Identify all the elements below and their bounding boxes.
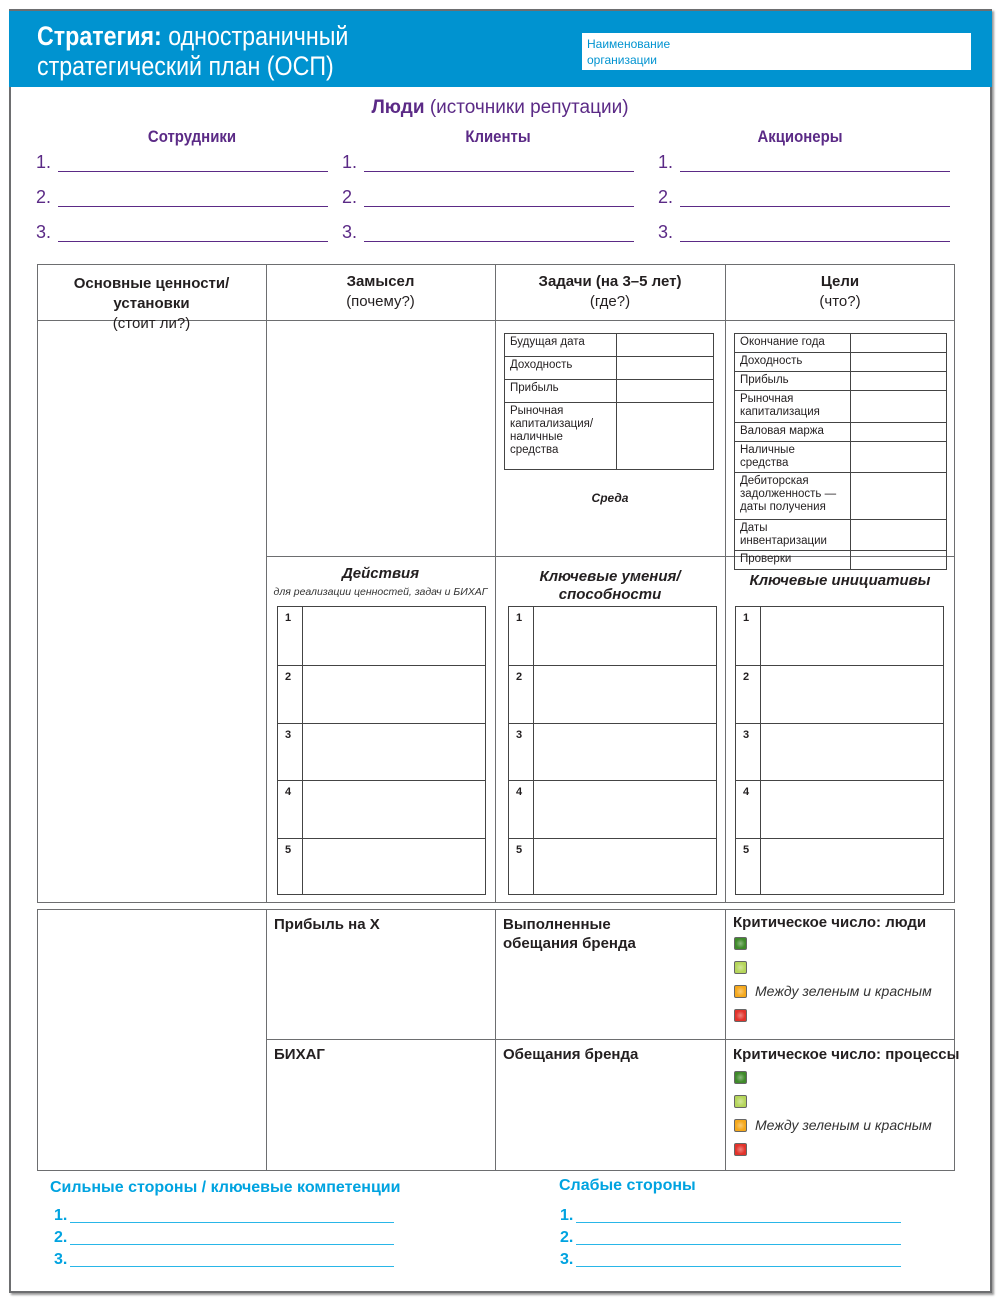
divider bbox=[266, 1039, 955, 1040]
actions-subheading: для реализации ценностей, задач и БИХАГ bbox=[273, 586, 488, 598]
between-green-red-note: Между зеленым и красным bbox=[755, 983, 932, 999]
list-item[interactable] bbox=[509, 838, 716, 896]
targets-header bbox=[495, 272, 725, 312]
table-row bbox=[735, 353, 947, 372]
row-label: Доходность bbox=[505, 357, 617, 380]
row-label: Доходность bbox=[735, 353, 851, 372]
entry-underline bbox=[680, 171, 950, 172]
strengths-heading: Сильные стороны / ключевые компетенции bbox=[50, 1179, 401, 1196]
divider bbox=[495, 909, 496, 1171]
critical-number-people-label: Критическое число: люди bbox=[733, 914, 927, 931]
list-item[interactable] bbox=[736, 838, 943, 896]
header-title: Основные ценности/установки bbox=[73, 275, 230, 312]
clients-heading: Клиенты bbox=[465, 127, 531, 146]
item-number: 1 bbox=[743, 612, 750, 624]
targets-table bbox=[504, 333, 714, 470]
item-number: 3 bbox=[285, 728, 292, 741]
title-bold: Стратегия: bbox=[37, 21, 162, 51]
entry-underline bbox=[58, 171, 328, 172]
row-value-cell[interactable] bbox=[851, 423, 947, 442]
row-label: Наличные средства bbox=[735, 442, 851, 473]
row-label: Дебиторская задолженность — даты получения bbox=[735, 473, 851, 520]
row-value-cell[interactable] bbox=[616, 357, 713, 380]
people-entry-line[interactable] bbox=[658, 152, 950, 174]
people-title-rest: (источники репутации) bbox=[429, 97, 629, 118]
critical-number-processes-label: Критическое число: процессы bbox=[733, 1046, 960, 1063]
table-row bbox=[735, 372, 947, 391]
initiatives-list bbox=[735, 606, 944, 895]
entry-number: 3. bbox=[560, 1251, 574, 1268]
item-number: 4 bbox=[285, 786, 292, 799]
entry-number: 3. bbox=[342, 222, 358, 242]
table-row bbox=[735, 334, 947, 353]
list-item[interactable] bbox=[278, 780, 485, 838]
header-title: Замысел bbox=[346, 273, 415, 290]
row-value-cell[interactable] bbox=[616, 334, 713, 357]
row-label: Будущая дата bbox=[505, 334, 617, 357]
entry-number: 2. bbox=[658, 187, 674, 207]
title-rest: одностраничный bbox=[168, 21, 349, 51]
item-number: 4 bbox=[516, 786, 523, 799]
entry-underline bbox=[364, 171, 634, 172]
people-entry-line[interactable] bbox=[658, 222, 950, 244]
light-green-status-icon bbox=[734, 961, 747, 974]
strength-entry-line[interactable] bbox=[54, 1229, 394, 1249]
item-number: 5 bbox=[516, 844, 523, 857]
people-entry-line[interactable] bbox=[36, 222, 328, 244]
light-green-status-icon bbox=[734, 1095, 747, 1108]
entry-number: 2. bbox=[342, 187, 358, 207]
row-value-cell[interactable] bbox=[851, 520, 947, 551]
item-number: 5 bbox=[743, 844, 750, 857]
row-label: Прибыль bbox=[735, 372, 851, 391]
page-title bbox=[37, 21, 348, 81]
row-value-cell[interactable] bbox=[851, 334, 947, 353]
people-entry-line[interactable] bbox=[342, 152, 634, 174]
people-entry-line[interactable] bbox=[342, 222, 634, 244]
people-entry-line[interactable] bbox=[658, 187, 950, 209]
divider bbox=[725, 909, 726, 1171]
entry-number: 1. bbox=[342, 152, 358, 172]
entry-underline bbox=[364, 206, 634, 207]
actions-heading: Действия bbox=[341, 565, 420, 582]
brand-promises-kept-label: Выполненные обещания бренда bbox=[503, 916, 636, 952]
people-entry-line[interactable] bbox=[36, 152, 328, 174]
header-sub: (стоит ли?) bbox=[112, 315, 191, 332]
key-skills-heading: Ключевые умения/ способности bbox=[539, 568, 681, 603]
item-number: 3 bbox=[516, 728, 523, 741]
item-number: 2 bbox=[285, 670, 292, 683]
bhag-label: БИХАГ bbox=[274, 1046, 325, 1063]
row-label: Даты инвентаризации bbox=[735, 520, 851, 551]
orange-status-icon bbox=[734, 1119, 747, 1132]
row-label: Рыночная капитализация/ наличные средства bbox=[505, 403, 617, 470]
list-item[interactable] bbox=[509, 665, 716, 723]
entry-underline bbox=[576, 1244, 901, 1245]
entry-underline bbox=[70, 1222, 394, 1223]
entry-number: 1. bbox=[560, 1207, 574, 1224]
list-item[interactable] bbox=[509, 723, 716, 781]
table-row bbox=[735, 473, 947, 520]
dark-green-status-icon bbox=[734, 937, 747, 950]
row-label: Прибыль bbox=[505, 380, 617, 403]
entry-number: 1. bbox=[36, 152, 52, 172]
row-value-cell[interactable] bbox=[616, 403, 713, 470]
list-item[interactable] bbox=[736, 780, 943, 838]
item-number: 1 bbox=[285, 612, 292, 624]
item-number: 2 bbox=[516, 670, 523, 683]
table-row bbox=[505, 380, 714, 403]
strength-entry-line[interactable] bbox=[54, 1207, 394, 1227]
table-row bbox=[735, 551, 947, 570]
goals-table bbox=[734, 333, 947, 570]
divider bbox=[495, 264, 496, 903]
entry-underline bbox=[58, 241, 328, 242]
entry-number: 1. bbox=[54, 1207, 68, 1224]
weakness-entry-line[interactable] bbox=[560, 1207, 901, 1227]
table-row bbox=[735, 391, 947, 423]
list-item[interactable] bbox=[278, 665, 485, 723]
list-item[interactable] bbox=[736, 665, 943, 723]
entry-underline bbox=[58, 206, 328, 207]
item-number: 2 bbox=[743, 670, 750, 683]
strength-entry-line[interactable] bbox=[54, 1251, 394, 1271]
header-sub: (где?) bbox=[589, 293, 631, 310]
row-value-cell[interactable] bbox=[851, 551, 947, 570]
divider bbox=[266, 264, 267, 903]
between-green-red-note: Между зеленым и красным bbox=[755, 1117, 932, 1133]
list-item[interactable] bbox=[278, 607, 485, 665]
entry-underline bbox=[680, 206, 950, 207]
table-row bbox=[505, 334, 714, 357]
list-item[interactable] bbox=[278, 838, 485, 896]
header-sub: (почему?) bbox=[346, 293, 415, 310]
key-initiatives-heading: Ключевые инициативы bbox=[749, 572, 931, 589]
entry-underline bbox=[70, 1266, 394, 1267]
row-value-cell[interactable] bbox=[851, 391, 947, 423]
header-bar bbox=[9, 9, 992, 87]
weakness-entry-line[interactable] bbox=[560, 1229, 901, 1249]
purpose-header bbox=[266, 272, 495, 312]
table-row bbox=[505, 357, 714, 380]
divider bbox=[266, 909, 267, 1171]
header-title: Задачи (на 3–5 лет) bbox=[538, 273, 682, 290]
table-row bbox=[735, 520, 947, 551]
red-status-icon bbox=[734, 1143, 747, 1156]
item-number: 4 bbox=[743, 786, 750, 799]
table-row bbox=[505, 403, 714, 470]
list-item[interactable] bbox=[736, 607, 943, 665]
entry-underline bbox=[680, 241, 950, 242]
row-label: Рыночная капитализация bbox=[735, 391, 851, 423]
title-line2: стратегический план (ОСП) bbox=[37, 51, 334, 81]
item-number: 3 bbox=[743, 728, 750, 741]
entry-underline bbox=[576, 1266, 901, 1267]
row-label: Валовая маржа bbox=[735, 423, 851, 442]
table-row bbox=[735, 442, 947, 473]
row-value-cell[interactable] bbox=[851, 353, 947, 372]
row-label: Проверки bbox=[735, 551, 851, 570]
entry-underline bbox=[364, 241, 634, 242]
entry-number: 2. bbox=[54, 1229, 68, 1246]
list-item[interactable] bbox=[509, 607, 716, 665]
weakness-entry-line[interactable] bbox=[560, 1251, 901, 1271]
row-value-cell[interactable] bbox=[851, 372, 947, 391]
goals-header bbox=[725, 272, 955, 312]
shareholders-heading: Акционеры bbox=[757, 127, 843, 146]
orange-status-icon bbox=[734, 985, 747, 998]
actions-list bbox=[277, 606, 486, 895]
people-entry-line[interactable] bbox=[342, 187, 634, 209]
entry-number: 3. bbox=[36, 222, 52, 242]
item-number: 5 bbox=[285, 844, 292, 857]
row-value-cell[interactable] bbox=[851, 473, 947, 520]
red-status-icon bbox=[734, 1009, 747, 1022]
people-entry-line[interactable] bbox=[36, 187, 328, 209]
entry-number: 2. bbox=[560, 1229, 574, 1246]
row-label: Окончание года bbox=[735, 334, 851, 353]
profit-per-x-label: Прибыль на X bbox=[274, 916, 380, 933]
skills-list bbox=[508, 606, 717, 895]
list-item[interactable] bbox=[278, 723, 485, 781]
list-item[interactable] bbox=[736, 723, 943, 781]
header-title: Цели bbox=[820, 273, 860, 290]
dark-green-status-icon bbox=[734, 1071, 747, 1084]
row-value-cell[interactable] bbox=[851, 442, 947, 473]
organization-name-field[interactable] bbox=[582, 33, 971, 70]
people-title-bold: Люди bbox=[371, 97, 425, 118]
people-section-title bbox=[0, 97, 1000, 119]
entry-underline bbox=[70, 1244, 394, 1245]
employees-heading: Сотрудники bbox=[147, 127, 237, 146]
row-value-cell[interactable] bbox=[616, 380, 713, 403]
item-number: 1 bbox=[516, 612, 523, 624]
entry-number: 1. bbox=[658, 152, 674, 172]
org-label-line2: организации bbox=[587, 53, 657, 67]
core-values-header bbox=[37, 274, 266, 334]
entry-number: 3. bbox=[54, 1251, 68, 1268]
list-item[interactable] bbox=[509, 780, 716, 838]
entry-underline bbox=[576, 1222, 901, 1223]
org-label-line1: Наименование bbox=[587, 37, 671, 51]
weaknesses-heading: Слабые стороны bbox=[559, 1177, 696, 1194]
environment-label: Среда bbox=[591, 491, 629, 505]
table-row bbox=[735, 423, 947, 442]
header-sub: (что?) bbox=[819, 293, 861, 310]
entry-number: 3. bbox=[658, 222, 674, 242]
entry-number: 2. bbox=[36, 187, 52, 207]
brand-promises-label: Обещания бренда bbox=[503, 1046, 639, 1063]
